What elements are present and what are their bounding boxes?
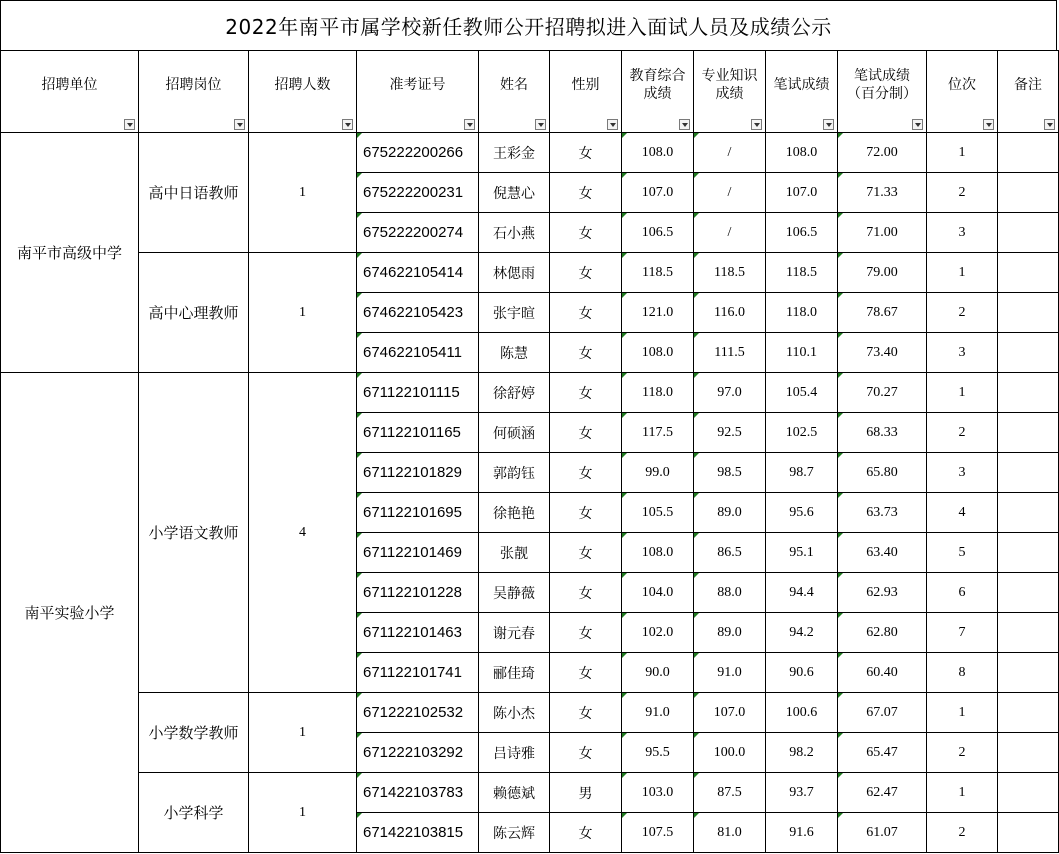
written-percent-cell[interactable]: 79.00 (838, 253, 927, 293)
exam-id-cell[interactable]: 671122101469 (357, 533, 479, 573)
note-cell[interactable] (998, 173, 1059, 213)
written-percent-cell[interactable]: 62.47 (838, 773, 927, 813)
table-row (1, 373, 1059, 413)
note-cell[interactable] (998, 413, 1059, 453)
rank-cell[interactable]: 2 (927, 173, 998, 213)
rank-cell[interactable]: 5 (927, 533, 998, 573)
gender-cell[interactable]: 女 (550, 333, 622, 373)
filter-dropdown-icon[interactable] (535, 119, 546, 130)
gender-cell[interactable]: 女 (550, 133, 622, 173)
name-cell[interactable]: 石小燕 (479, 213, 550, 253)
prof-score-cell[interactable]: 88.0 (694, 573, 766, 613)
table-row (1, 773, 1059, 813)
written-percent-cell[interactable]: 65.47 (838, 733, 927, 773)
prof-score-cell[interactable]: 92.5 (694, 413, 766, 453)
written-percent-cell[interactable]: 72.00 (838, 133, 927, 173)
rank-cell[interactable]: 1 (927, 133, 998, 173)
position-cell[interactable]: 小学语文教师 (139, 373, 249, 693)
rank-cell[interactable]: 1 (927, 693, 998, 733)
gender-cell[interactable]: 女 (550, 453, 622, 493)
exam-id-cell[interactable]: 671122101115 (357, 373, 479, 413)
written-score-cell[interactable]: 102.5 (766, 413, 838, 453)
table-row (1, 693, 1059, 733)
gender-cell[interactable]: 女 (550, 533, 622, 573)
written-percent-cell[interactable]: 71.00 (838, 213, 927, 253)
edu-score-cell[interactable]: 107.0 (622, 173, 694, 213)
header-written-percent: 笔试成绩 （百分制） (838, 51, 927, 133)
exam-id-cell[interactable]: 671122101695 (357, 493, 479, 533)
written-score-cell[interactable]: 95.6 (766, 493, 838, 533)
note-cell[interactable] (998, 653, 1059, 693)
exam-id-cell[interactable]: 671122101228 (357, 573, 479, 613)
note-cell[interactable] (998, 813, 1059, 853)
gender-cell[interactable]: 女 (550, 413, 622, 453)
exam-id-cell[interactable]: 671222103292 (357, 733, 479, 773)
prof-score-cell[interactable]: / (694, 213, 766, 253)
filter-dropdown-icon[interactable] (234, 119, 245, 130)
note-cell[interactable] (998, 213, 1059, 253)
note-cell[interactable] (998, 253, 1059, 293)
note-cell[interactable] (998, 693, 1059, 733)
gender-cell[interactable]: 女 (550, 253, 622, 293)
rank-cell[interactable]: 7 (927, 613, 998, 653)
filter-dropdown-icon[interactable] (124, 119, 135, 130)
name-cell[interactable]: 张宇暄 (479, 293, 550, 333)
rank-cell[interactable]: 4 (927, 493, 998, 533)
name-cell[interactable]: 陈小杰 (479, 693, 550, 733)
name-cell[interactable]: 吕诗雅 (479, 733, 550, 773)
written-percent-cell[interactable]: 78.67 (838, 293, 927, 333)
name-cell[interactable]: 陈云辉 (479, 813, 550, 853)
prof-score-cell[interactable]: 97.0 (694, 373, 766, 413)
written-percent-cell[interactable]: 63.73 (838, 493, 927, 533)
name-cell[interactable]: 徐舒婷 (479, 373, 550, 413)
prof-score-cell[interactable]: 87.5 (694, 773, 766, 813)
rank-cell[interactable]: 8 (927, 653, 998, 693)
name-cell[interactable]: 倪慧心 (479, 173, 550, 213)
prof-score-cell[interactable]: 81.0 (694, 813, 766, 853)
rank-cell[interactable]: 1 (927, 253, 998, 293)
page-title: 2022年南平市属学校新任教师公开招聘拟进入面试人员及成绩公示 (0, 0, 1057, 50)
name-cell[interactable]: 赖德斌 (479, 773, 550, 813)
written-percent-cell[interactable]: 63.40 (838, 533, 927, 573)
header-count: 招聘人数 (249, 51, 357, 133)
header-note: 备注 (998, 51, 1059, 133)
note-cell[interactable] (998, 293, 1059, 333)
gender-cell[interactable]: 男 (550, 773, 622, 813)
count-cell[interactable]: 1 (249, 693, 357, 773)
table-body (1, 133, 1059, 853)
exam-id-cell[interactable]: 675222200274 (357, 213, 479, 253)
gender-cell[interactable]: 女 (550, 813, 622, 853)
gender-cell[interactable]: 女 (550, 693, 622, 733)
gender-cell[interactable]: 女 (550, 493, 622, 533)
written-score-cell[interactable]: 98.2 (766, 733, 838, 773)
written-score-cell[interactable]: 108.0 (766, 133, 838, 173)
note-cell[interactable] (998, 573, 1059, 613)
written-score-cell[interactable]: 98.7 (766, 453, 838, 493)
rank-cell[interactable]: 2 (927, 733, 998, 773)
note-cell[interactable] (998, 373, 1059, 413)
name-cell[interactable]: 陈慧 (479, 333, 550, 373)
name-cell[interactable]: 谢元春 (479, 613, 550, 653)
gender-cell[interactable]: 女 (550, 653, 622, 693)
exam-id-cell[interactable]: 671422103815 (357, 813, 479, 853)
exam-id-cell[interactable]: 671122101741 (357, 653, 479, 693)
exam-id-cell[interactable]: 674622105423 (357, 293, 479, 333)
written-percent-cell[interactable]: 67.07 (838, 693, 927, 733)
written-percent-cell[interactable]: 60.40 (838, 653, 927, 693)
exam-id-cell[interactable]: 671422103783 (357, 773, 479, 813)
written-score-cell[interactable]: 118.0 (766, 293, 838, 333)
edu-score-cell[interactable]: 117.5 (622, 413, 694, 453)
edu-score-cell[interactable]: 105.5 (622, 493, 694, 533)
gender-cell[interactable]: 女 (550, 733, 622, 773)
written-score-cell[interactable]: 95.1 (766, 533, 838, 573)
rank-cell[interactable]: 6 (927, 573, 998, 613)
filter-dropdown-icon[interactable] (1044, 119, 1055, 130)
header-exam-id: 准考证号 (357, 51, 479, 133)
written-percent-cell[interactable]: 70.27 (838, 373, 927, 413)
written-score-cell[interactable]: 90.6 (766, 653, 838, 693)
table-row (1, 253, 1059, 293)
written-percent-cell[interactable]: 73.40 (838, 333, 927, 373)
name-cell[interactable]: 吴静薇 (479, 573, 550, 613)
exam-id-cell[interactable]: 671122101463 (357, 613, 479, 653)
note-cell[interactable] (998, 613, 1059, 653)
note-cell[interactable] (998, 133, 1059, 173)
exam-id-cell[interactable]: 674622105411 (357, 333, 479, 373)
filter-dropdown-icon[interactable] (464, 119, 475, 130)
header-edu-score: 教育综合 成绩 (622, 51, 694, 133)
prof-score-cell[interactable]: 89.0 (694, 613, 766, 653)
edu-score-cell[interactable]: 103.0 (622, 773, 694, 813)
header-unit: 招聘单位 (1, 51, 139, 133)
written-score-cell[interactable]: 93.7 (766, 773, 838, 813)
written-score-cell[interactable]: 110.1 (766, 333, 838, 373)
name-cell[interactable]: 张靓 (479, 533, 550, 573)
position-cell[interactable]: 高中日语教师 (139, 133, 249, 253)
written-score-cell[interactable]: 118.5 (766, 253, 838, 293)
written-score-cell[interactable]: 100.6 (766, 693, 838, 733)
gender-cell[interactable]: 女 (550, 213, 622, 253)
filter-dropdown-icon[interactable] (607, 119, 618, 130)
gender-cell[interactable]: 女 (550, 613, 622, 653)
exam-id-cell[interactable]: 671222102532 (357, 693, 479, 733)
note-cell[interactable] (998, 533, 1059, 573)
prof-score-cell[interactable]: 118.5 (694, 253, 766, 293)
gender-cell[interactable]: 女 (550, 373, 622, 413)
header-written-score: 笔试成绩 (766, 51, 838, 133)
exam-id-cell[interactable]: 675222200231 (357, 173, 479, 213)
gender-cell[interactable]: 女 (550, 293, 622, 333)
edu-score-cell[interactable]: 121.0 (622, 293, 694, 333)
prof-score-cell[interactable]: 116.0 (694, 293, 766, 333)
filter-dropdown-icon[interactable] (912, 119, 923, 130)
exam-id-cell[interactable]: 675222200266 (357, 133, 479, 173)
count-cell[interactable]: 1 (249, 253, 357, 373)
filter-dropdown-icon[interactable] (823, 119, 834, 130)
name-cell[interactable]: 何硕涵 (479, 413, 550, 453)
rank-cell[interactable]: 2 (927, 413, 998, 453)
rank-cell[interactable]: 2 (927, 813, 998, 853)
edu-score-cell[interactable]: 95.5 (622, 733, 694, 773)
note-cell[interactable] (998, 333, 1059, 373)
edu-score-cell[interactable]: 118.5 (622, 253, 694, 293)
rank-cell[interactable]: 3 (927, 213, 998, 253)
rank-cell[interactable]: 1 (927, 373, 998, 413)
filter-dropdown-icon[interactable] (679, 119, 690, 130)
note-cell[interactable] (998, 493, 1059, 533)
exam-id-cell[interactable]: 671122101165 (357, 413, 479, 453)
count-cell[interactable]: 1 (249, 133, 357, 253)
filter-dropdown-icon[interactable] (983, 119, 994, 130)
edu-score-cell[interactable]: 91.0 (622, 693, 694, 733)
name-cell[interactable]: 郭韵钰 (479, 453, 550, 493)
table-row (1, 133, 1059, 173)
count-cell[interactable]: 4 (249, 373, 357, 693)
prof-score-cell[interactable]: / (694, 173, 766, 213)
name-cell[interactable]: 徐艳艳 (479, 493, 550, 533)
edu-score-cell[interactable]: 107.5 (622, 813, 694, 853)
prof-score-cell[interactable]: / (694, 133, 766, 173)
position-cell[interactable]: 高中心理教师 (139, 253, 249, 373)
header-gender: 性别 (550, 51, 622, 133)
edu-score-cell[interactable]: 118.0 (622, 373, 694, 413)
written-percent-cell[interactable]: 61.07 (838, 813, 927, 853)
results-table (0, 50, 1059, 853)
edu-score-cell[interactable]: 108.0 (622, 333, 694, 373)
gender-cell[interactable]: 女 (550, 573, 622, 613)
prof-score-cell[interactable]: 91.0 (694, 653, 766, 693)
prof-score-cell[interactable]: 107.0 (694, 693, 766, 733)
written-percent-cell[interactable]: 65.80 (838, 453, 927, 493)
prof-score-cell[interactable]: 89.0 (694, 493, 766, 533)
edu-score-cell[interactable]: 90.0 (622, 653, 694, 693)
written-score-cell[interactable]: 91.6 (766, 813, 838, 853)
name-cell[interactable]: 郦佳琦 (479, 653, 550, 693)
rank-cell[interactable]: 3 (927, 333, 998, 373)
written-percent-cell[interactable]: 71.33 (838, 173, 927, 213)
position-cell[interactable]: 小学数学教师 (139, 693, 249, 773)
header-rank: 位次 (927, 51, 998, 133)
unit-cell[interactable]: 南平实验小学 (1, 373, 139, 853)
exam-id-cell[interactable]: 671122101829 (357, 453, 479, 493)
note-cell[interactable] (998, 453, 1059, 493)
note-cell[interactable] (998, 773, 1059, 813)
prof-score-cell[interactable]: 86.5 (694, 533, 766, 573)
edu-score-cell[interactable]: 108.0 (622, 533, 694, 573)
rank-cell[interactable]: 3 (927, 453, 998, 493)
written-percent-cell[interactable]: 68.33 (838, 413, 927, 453)
written-score-cell[interactable]: 107.0 (766, 173, 838, 213)
edu-score-cell[interactable]: 108.0 (622, 133, 694, 173)
prof-score-cell[interactable]: 98.5 (694, 453, 766, 493)
unit-cell[interactable]: 南平市高级中学 (1, 133, 139, 373)
edu-score-cell[interactable]: 106.5 (622, 213, 694, 253)
written-percent-cell[interactable]: 62.93 (838, 573, 927, 613)
edu-score-cell[interactable]: 102.0 (622, 613, 694, 653)
rank-cell[interactable]: 1 (927, 773, 998, 813)
note-cell[interactable] (998, 733, 1059, 773)
filter-dropdown-icon[interactable] (342, 119, 353, 130)
exam-id-cell[interactable]: 674622105414 (357, 253, 479, 293)
header-prof-score: 专业知识 成绩 (694, 51, 766, 133)
edu-score-cell[interactable]: 99.0 (622, 453, 694, 493)
written-score-cell[interactable]: 94.4 (766, 573, 838, 613)
written-percent-cell[interactable]: 62.80 (838, 613, 927, 653)
prof-score-cell[interactable]: 111.5 (694, 333, 766, 373)
gender-cell[interactable]: 女 (550, 173, 622, 213)
count-cell[interactable]: 1 (249, 773, 357, 853)
header-name: 姓名 (479, 51, 550, 133)
header-position: 招聘岗位 (139, 51, 249, 133)
written-score-cell[interactable]: 94.2 (766, 613, 838, 653)
written-score-cell[interactable]: 105.4 (766, 373, 838, 413)
header-row (1, 51, 1059, 133)
name-cell[interactable]: 林偲雨 (479, 253, 550, 293)
prof-score-cell[interactable]: 100.0 (694, 733, 766, 773)
filter-dropdown-icon[interactable] (751, 119, 762, 130)
edu-score-cell[interactable]: 104.0 (622, 573, 694, 613)
position-cell[interactable]: 小学科学 (139, 773, 249, 853)
written-score-cell[interactable]: 106.5 (766, 213, 838, 253)
rank-cell[interactable]: 2 (927, 293, 998, 333)
name-cell[interactable]: 王彩金 (479, 133, 550, 173)
